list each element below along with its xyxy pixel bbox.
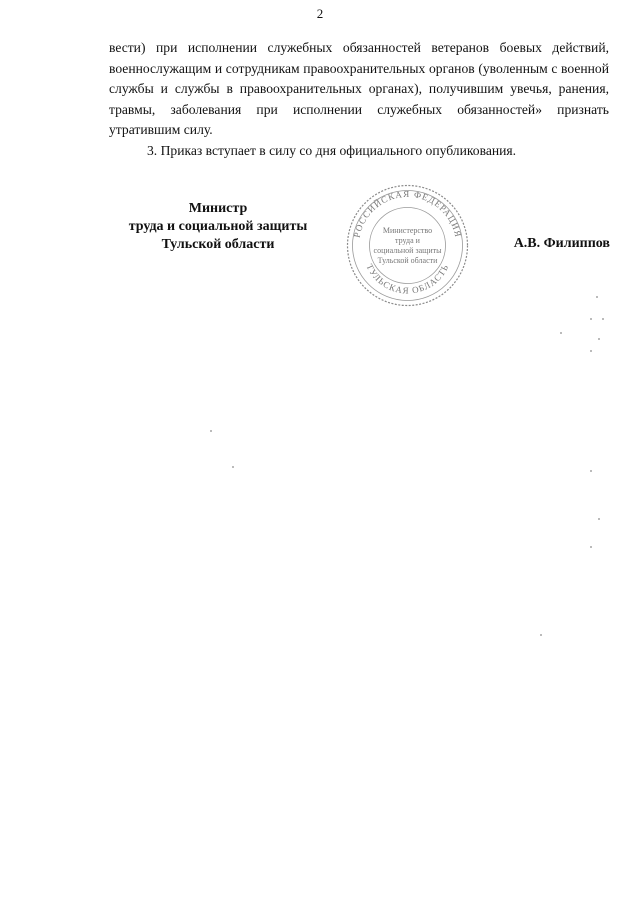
paragraph-continuation: вести) при исполнении служебных обязанностей ветеранов боевых действий, военнослужащим и сотрудникам правоохранительных органов (уволенным с военной службы и службы в правоохранительных органах), получившим увечья, ранения, травмы, заболевания при исполнении служебных обязанностей» признать утратившим силу. [109,40,609,137]
seal-center-line1: Министерство [382,226,433,235]
signatory-title-line2: труда и социальной защиты [128,219,308,234]
signatory-title [103,200,333,254]
seal-ring-top-text: РОССИЙСКАЯ ФЕДЕРАЦИЯ [351,188,464,239]
signatory-name: А.В. Филиппов [513,236,610,251]
document-body [109,38,609,161]
official-seal [345,183,470,308]
seal-ring-bottom-text: ТУЛЬСКАЯ ОБЛАСТЬ [364,262,451,296]
seal-center-line4: Тульской области [377,256,438,265]
page-number: 2 [316,6,324,21]
paragraph-3: 3. Приказ вступает в силу со дня официального опубликования. [147,142,517,158]
seal-center-line2: труда и [395,236,420,245]
signatory-title-line3: Тульской области [161,237,275,252]
signatory-title-line1: Министр [188,201,248,216]
seal-center-line3: социальной защиты [373,246,442,255]
